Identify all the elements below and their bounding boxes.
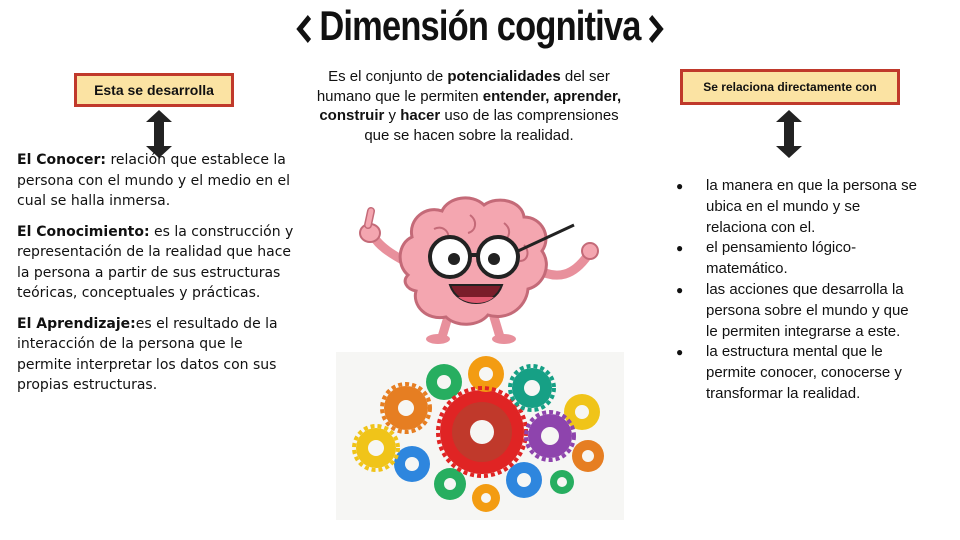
list-item: El Conocer: relación que establece la persona con el mundo y el medio en el cual se halla inmersa. xyxy=(17,152,291,209)
list-item: ● la manera en que la persona se ubica en el mundo y se relaciona con el. xyxy=(676,176,922,238)
list-item: ● el pensamiento lógico-matemático. xyxy=(676,238,922,280)
title-text: Dimensión cognitiva xyxy=(319,2,641,49)
list-item: El Aprendizaje:es el resultado de la interacción de la persona que le permite interpretar los datos con sus propias estructuras. xyxy=(17,315,278,393)
develops-list xyxy=(17,150,297,406)
relates-label: Se relaciona directamente con xyxy=(680,69,900,105)
list-item: ● las acciones que desarrolla la persona sobre el mundo y que le permiten integrarse a este. xyxy=(676,280,922,342)
chevron-right-icon xyxy=(649,13,667,45)
double-arrow-icon xyxy=(776,110,802,158)
definition-text: Es el conjunto de potencialidades del ser humano que le permiten entender, aprender, construir y hacer uso de las comprensiones que se hacen sobre la realidad. xyxy=(316,68,622,144)
list-item: El Conocimiento: es la construcción y representación de la realidad que hace la persona a partir de sus estructuras teóricas, conceptuales y prácticas. xyxy=(17,223,294,301)
gear-brain-image xyxy=(336,352,624,520)
page-title xyxy=(86,2,873,50)
chevron-left-icon xyxy=(293,13,311,45)
develops-label: Esta se desarrolla xyxy=(74,73,234,107)
relates-list xyxy=(676,176,922,405)
list-item: ● la estructura mental que le permite conocer, conocerse y transformar la realidad. xyxy=(676,342,922,404)
cartoon-brain-image xyxy=(338,185,608,345)
